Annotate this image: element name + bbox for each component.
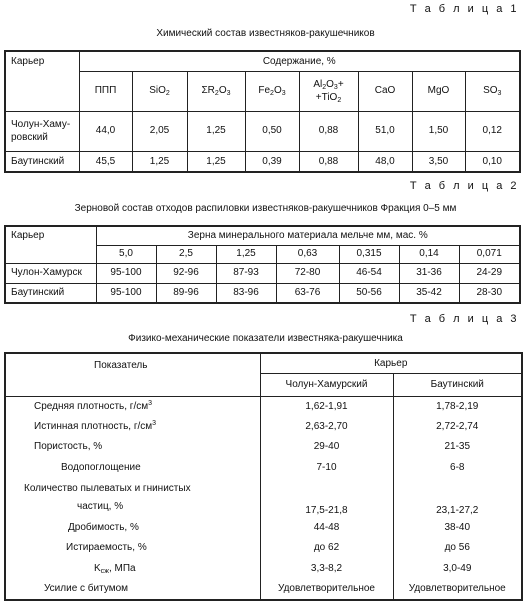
row-label: Дробимость, %: [5, 518, 260, 538]
cell: Удовлетворительное: [260, 579, 393, 600]
table1-col-fe2o3: $Fe_2O_3$: [245, 71, 299, 111]
table1-title: Химический состав известняков-ракушечников: [156, 28, 375, 39]
row-label: Средняя плотность, $г/см^3$: [5, 396, 260, 417]
cell: 0,10: [465, 151, 520, 172]
table2-size: 0,63: [276, 245, 339, 263]
cell: 44,0: [79, 111, 132, 151]
row-label: Истинная плотность, $г/см^3$: [5, 417, 260, 437]
table2-header-quarry: Карьер: [5, 226, 96, 263]
cell: до 62: [260, 538, 393, 558]
row-label: Водопоглощение: [5, 457, 260, 478]
row-label: Чулон-Хамурск: [5, 263, 96, 283]
cell: 21-35: [393, 437, 522, 457]
table-row: [5, 396, 522, 417]
table3-header-q2: Баутинский: [393, 373, 522, 396]
table1-header-content: Содержание, %: [79, 51, 520, 71]
table2-header-sizes: Зерна минерального материала мельче мм, мас. %: [96, 226, 520, 245]
table1-number: Т а б л и ц а 1: [409, 3, 519, 15]
table3-header-quarry: Карьер: [260, 353, 522, 373]
row-label: Количество пылеватых и гнинистых частиц, %: [5, 478, 260, 518]
table1-col-sio2: SiO$_2$: [132, 71, 187, 111]
table3-header-q1: Чолун-Хамурский: [260, 373, 393, 396]
cell: 72-80: [276, 263, 339, 283]
cell: 31-36: [399, 263, 459, 283]
cell: 24-29: [459, 263, 520, 283]
cell: 0,12: [465, 111, 520, 151]
table2-size: 1,25: [216, 245, 276, 263]
table3-header-indicator: Показатель: [5, 353, 260, 396]
cell: 17,5-21,8: [260, 478, 393, 518]
cell: 63-76: [276, 283, 339, 303]
cell: 2,72-2,74: [393, 417, 522, 437]
cell: 1,78-2,19: [393, 396, 522, 417]
row-label: Истираемость, %: [5, 538, 260, 558]
cell: 87-93: [216, 263, 276, 283]
row-label: Пористость, %: [5, 437, 260, 457]
table1-col-cao: CaO: [358, 71, 412, 111]
table-row: [5, 263, 520, 283]
table2-title: Зерновой состав отходов распиловки известняков-ракушечников Фракция 0–5 мм: [74, 203, 457, 214]
cell: 51,0: [358, 111, 412, 151]
table2: [4, 225, 521, 304]
table3: [4, 352, 523, 601]
table3-number: Т а б л и ц а 3: [409, 313, 519, 325]
row-label: $K_{сж}$, МПа: [5, 558, 260, 579]
table-row: [5, 538, 522, 558]
table1: [4, 50, 521, 173]
cell: 89-96: [156, 283, 216, 303]
table2-size: 2,5: [156, 245, 216, 263]
table-row: [5, 457, 522, 478]
cell: 0,50: [245, 111, 299, 151]
table1-col-so3: $SO_3$: [465, 71, 520, 111]
table-row: [5, 283, 520, 303]
cell: 0,88: [299, 151, 358, 172]
cell: 0,39: [245, 151, 299, 172]
cell: 95-100: [96, 283, 156, 303]
table-row: [5, 518, 522, 538]
cell: 50-56: [339, 283, 399, 303]
cell: 28-30: [459, 283, 520, 303]
table2-number: Т а б л и ц а 2: [409, 180, 519, 192]
row-label: Баутинский: [5, 151, 79, 172]
table-row: [5, 579, 522, 600]
table-row: [5, 437, 522, 457]
cell: 29-40: [260, 437, 393, 457]
cell: 46-54: [339, 263, 399, 283]
cell: 3,0-49: [393, 558, 522, 579]
cell: 45,5: [79, 151, 132, 172]
table-row: [5, 478, 522, 518]
table-row: [5, 417, 522, 437]
table2-size: 5,0: [96, 245, 156, 263]
cell: 7-10: [260, 457, 393, 478]
cell: 38-40: [393, 518, 522, 538]
table1-col-r2o3: $\Sigma R_2O_3$: [187, 71, 245, 111]
table3-title: Физико-механические показатели известняка-ракушечника: [128, 333, 403, 344]
cell: 23,1-27,2: [393, 478, 522, 518]
cell: 83-96: [216, 283, 276, 303]
cell: 0,88: [299, 111, 358, 151]
cell: 2,05: [132, 111, 187, 151]
cell: 44-48: [260, 518, 393, 538]
cell: 1,25: [187, 151, 245, 172]
row-label: Баутинский: [5, 283, 96, 303]
cell: 48,0: [358, 151, 412, 172]
cell: 6-8: [393, 457, 522, 478]
row-label: Чолун-Хаму- ровский: [5, 111, 79, 151]
cell: 1,25: [187, 111, 245, 151]
cell: 35-42: [399, 283, 459, 303]
cell: 2,63-2,70: [260, 417, 393, 437]
table1-header-quarry: Карьер: [5, 51, 79, 111]
table-row: [5, 558, 522, 579]
cell: 1,25: [132, 151, 187, 172]
table2-size: 0,14: [399, 245, 459, 263]
cell: 3,3-8,2: [260, 558, 393, 579]
table1-col-ppp: ППП: [79, 71, 132, 111]
cell: Удовлетворительное: [393, 579, 522, 600]
row-label: Усилие с битумом: [5, 579, 260, 600]
table-row: [5, 111, 520, 151]
cell: 92-96: [156, 263, 216, 283]
cell: 95-100: [96, 263, 156, 283]
cell: 1,62-1,91: [260, 396, 393, 417]
table2-size: 0,071: [459, 245, 520, 263]
table-row: [5, 151, 520, 172]
table1-col-mgo: MgO: [412, 71, 465, 111]
table1-col-al2o3-tio2: $Al_2O_3+$ +TiO$_2$: [299, 71, 358, 111]
cell: 3,50: [412, 151, 465, 172]
table2-size: 0,315: [339, 245, 399, 263]
cell: до 56: [393, 538, 522, 558]
cell: 1,50: [412, 111, 465, 151]
